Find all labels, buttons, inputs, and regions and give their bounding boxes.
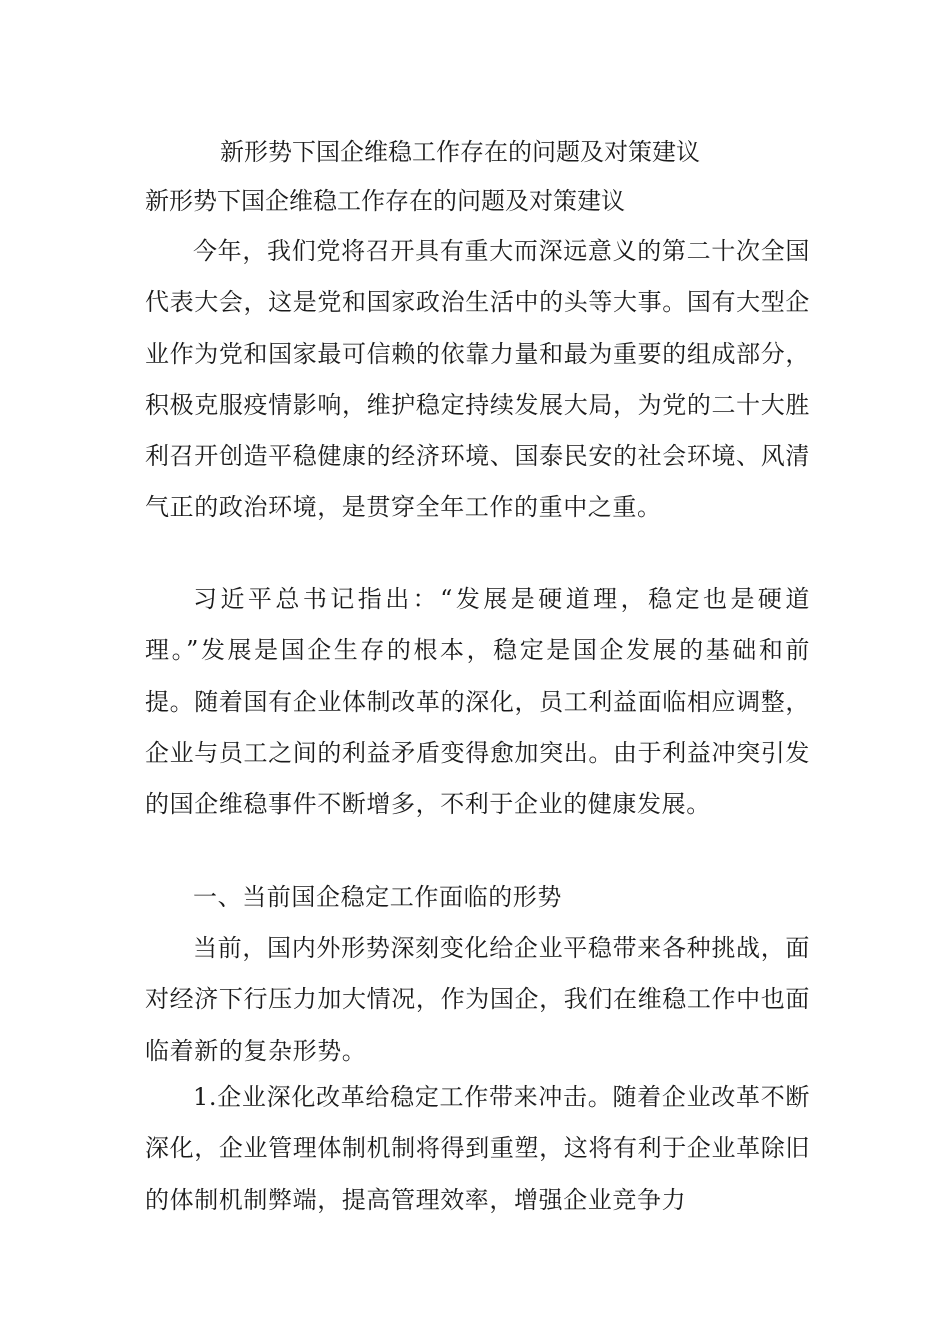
paragraph-point-1: 1.企业深化改革给稳定工作带来冲击。随着企业改革不断深化，企业管理体制机制将得到重塑，这将有利于企业革除旧的体制机制弊端，提高管理效率，增强企业竞争力 [145,1083,810,1214]
document-subtitle: 新形势下国企维稳工作存在的问题及对策建议 [145,187,625,215]
paragraph-quote: 习近平总书记指出：“发展是硬道理，稳定也是硬道理。”发展是国企生存的根本，稳定是国企发展的基础和前提。随着国有企业体制改革的深化，员工利益面临相应调整，企业与员工之间的利益矛盾变得愈加突出。由于利益冲突引发的国企维稳事件不断增多，不利于企业的健康发展。 [145,585,810,819]
document-title: 新形势下国企维稳工作存在的问题及对策建议 [220,138,700,166]
paragraph-situation: 当前，国内外形势深刻变化给企业平稳带来各种挑战，面对经济下行压力加大情况，作为国企，我们在维稳工作中也面临着新的复杂形势。 [145,934,810,1065]
section-heading-1: 一、当前国企稳定工作面临的形势 [193,883,562,911]
paragraph-intro: 今年，我们党将召开具有重大而深远意义的第二十次全国代表大会，这是党和国家政治生活中的头等大事。国有大型企业作为党和国家最可信赖的依靠力量和最为重要的组成部分，积极克服疫情影响，维护稳定持续发展大局，为党的二十大胜利召开创造平稳健康的经济环境、国泰民安的社会环境、风清气正的政治环境，是贯穿全年工作的重中之重。 [145,237,810,522]
